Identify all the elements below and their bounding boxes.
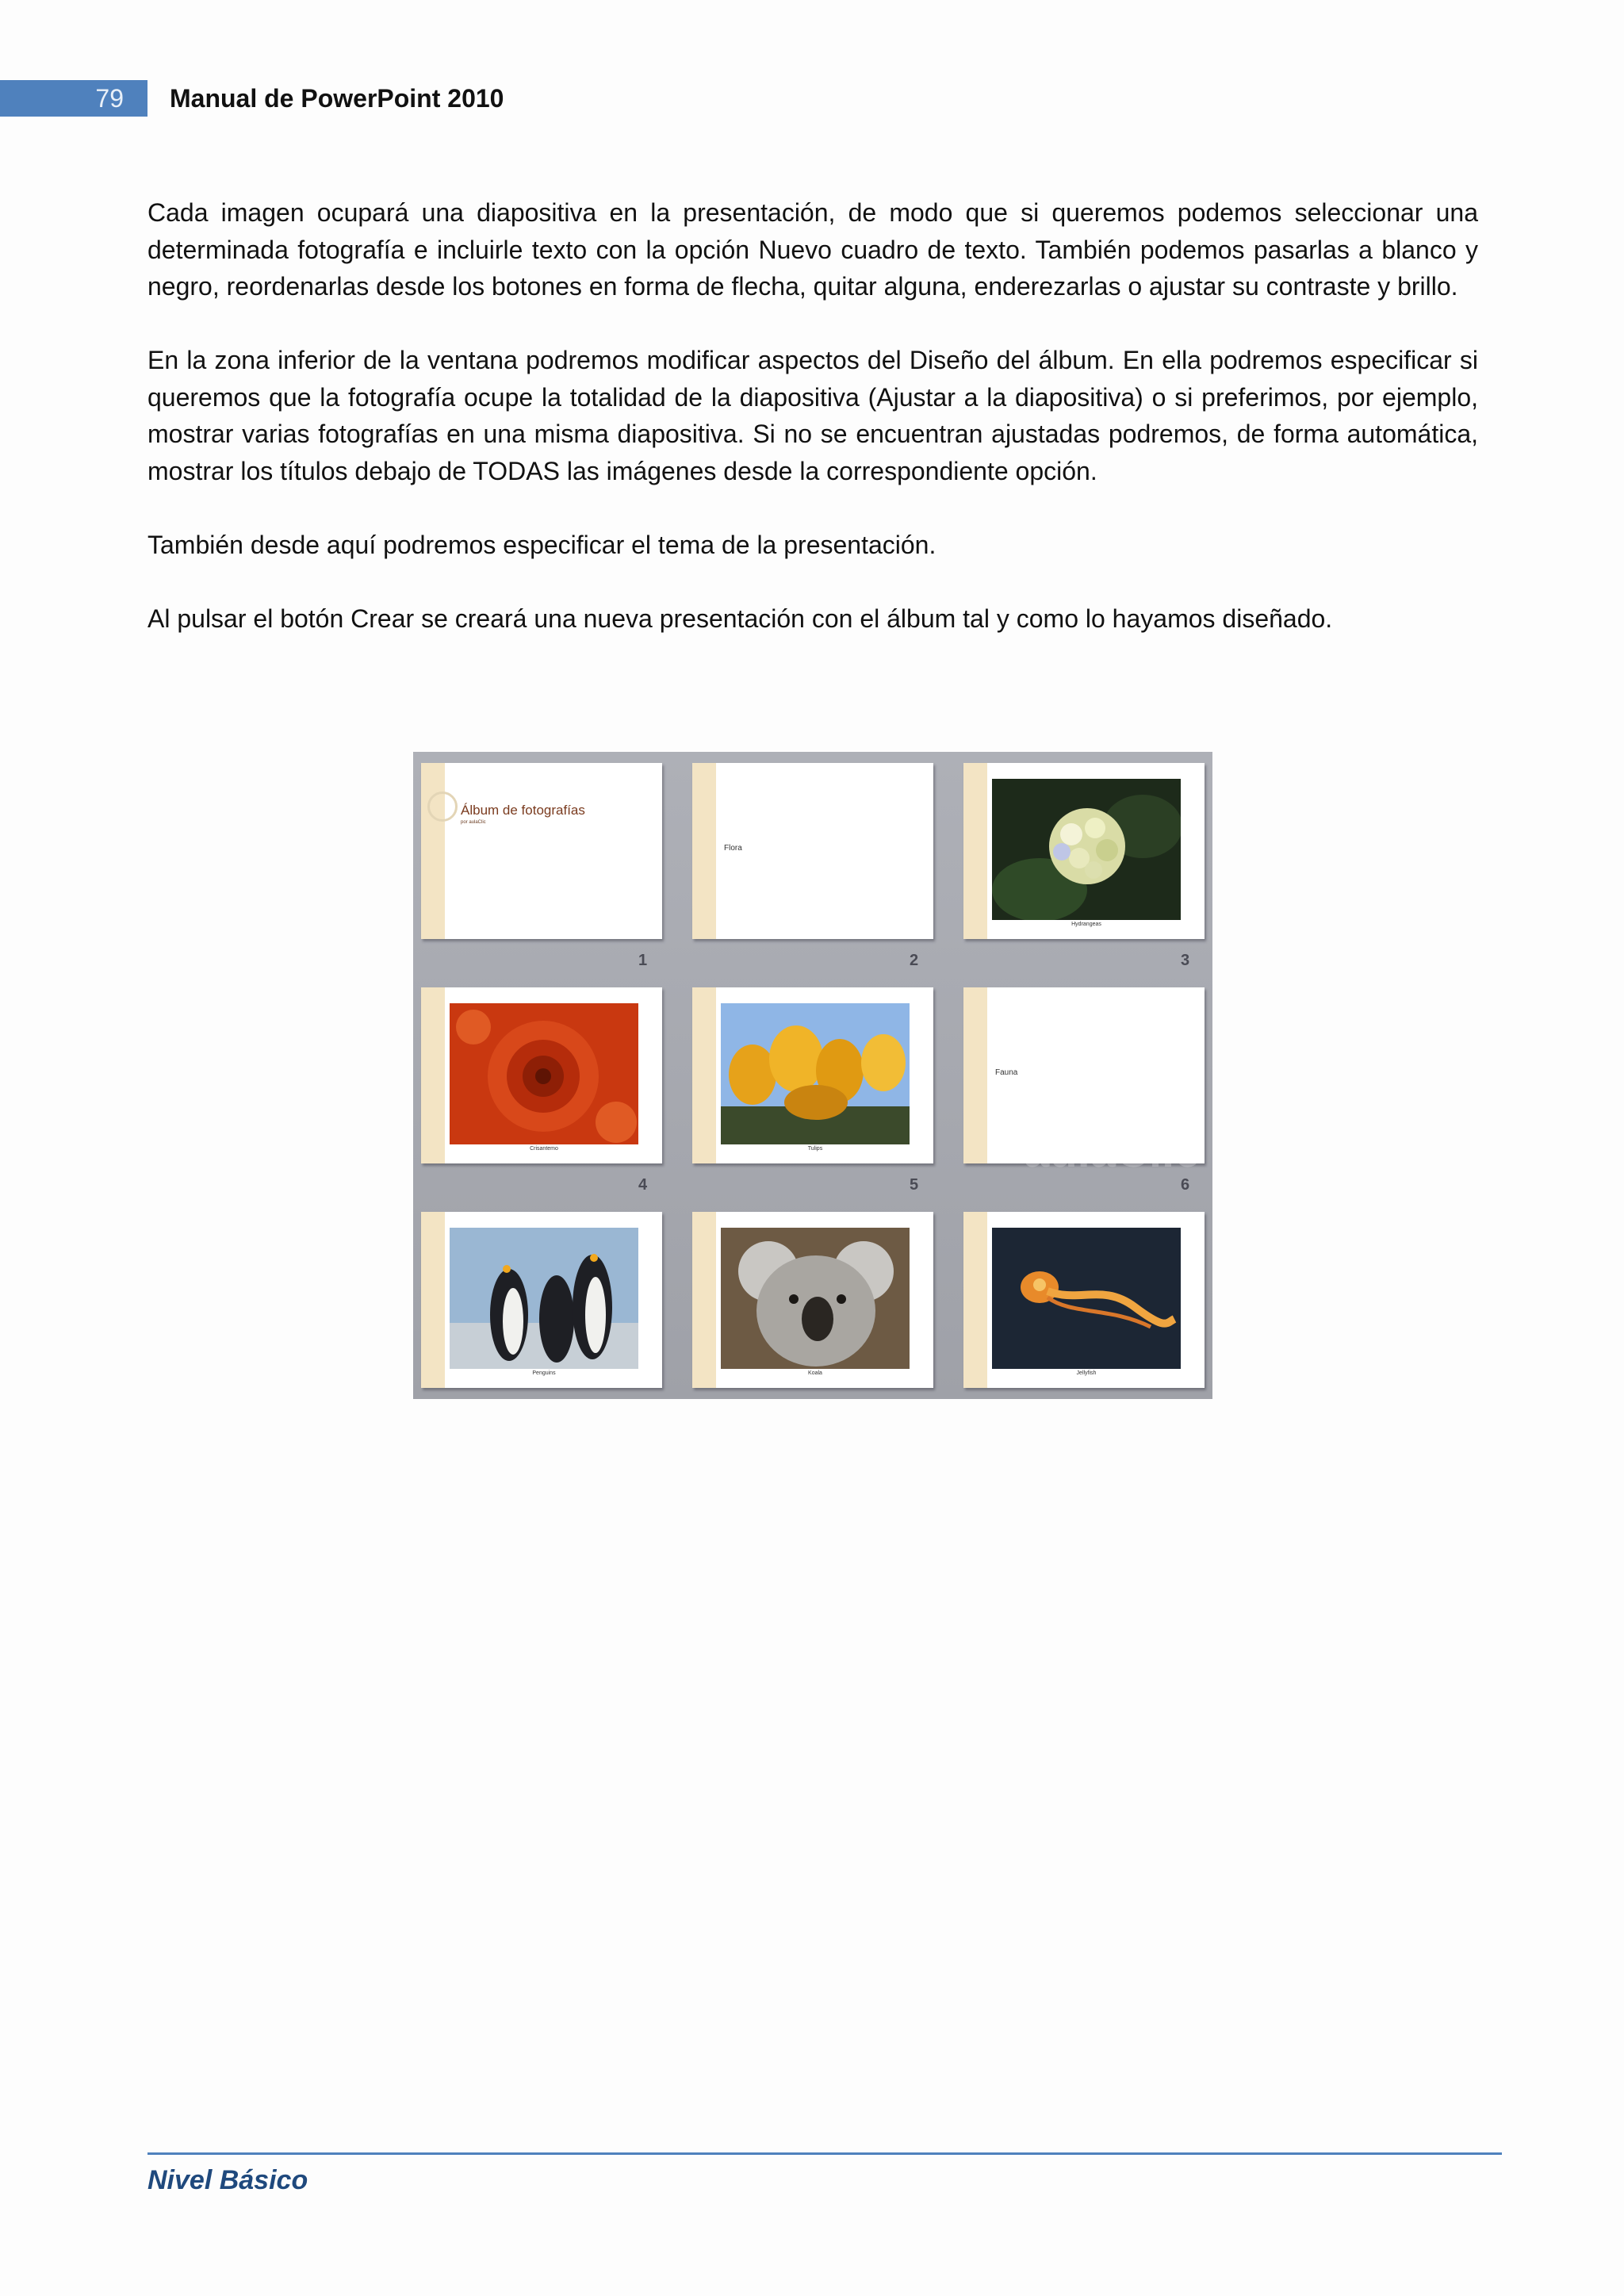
slide-band [421, 763, 445, 939]
slide-thumbnail [963, 763, 1205, 939]
penguins-photo [450, 1228, 638, 1369]
slide-number: 3 [1181, 952, 1190, 969]
title-ornament [427, 792, 458, 822]
slide-band [963, 763, 987, 939]
slide-band [692, 1212, 716, 1388]
slide-number: 1 [638, 952, 648, 969]
slide-thumbnail [963, 1212, 1205, 1388]
slide-band [963, 1212, 987, 1388]
body-text [147, 194, 1478, 674]
slide-thumbnail [692, 987, 933, 1163]
photo-caption: Penguins [532, 1370, 556, 1376]
slide-thumbnail [421, 1212, 662, 1388]
page-header [0, 80, 1624, 117]
tulips-photo [721, 1003, 910, 1144]
slide-number: 5 [910, 1176, 919, 1194]
slide-number: 6 [1181, 1176, 1190, 1194]
slide-band [421, 1212, 445, 1388]
paragraph: En la zona inferior de la ventana podremos modificar aspectos del Diseño del álbum. En ella podremos especificar si queremos que la fotografía ocupe la totalidad de la diapositiva (Ajustar a la diapositiva) o si preferimos, por ejemplo, mostrar varias fotografías en una misma diapositiva. Si no se encuentran ajustadas podremos, de forma automática, mostrar los títulos debajo de TODAS las imágenes desde la correspondiente opción. [147, 346, 1478, 485]
document-title: Manual de PowerPoint 2010 [170, 84, 504, 113]
slide-band [692, 987, 716, 1163]
paragraph: Al pulsar el botón Crear se creará una nueva presentación con el álbum tal y como lo hayamos diseñado. [147, 604, 1333, 633]
album-title: Álbum de fotografías [461, 803, 585, 818]
footer-divider [147, 2152, 1502, 2155]
chrysanthemum-photo [450, 1003, 638, 1144]
jellyfish-photo [992, 1228, 1181, 1369]
section-title: Flora [724, 844, 742, 853]
slide-thumbnail [421, 987, 662, 1163]
slide-band [421, 987, 445, 1163]
photo-caption: Koala [808, 1370, 822, 1376]
hydrangea-photo [992, 779, 1181, 920]
slide-thumbnail [692, 1212, 933, 1388]
slide-number: 4 [638, 1176, 648, 1194]
paragraph: Cada imagen ocupará una diapositiva en la presentación, de modo que si queremos podemos seleccionar una determinada fotografía e incluirle texto con la opción Nuevo cuadro de texto. También podemos pasarlas a blanco y negro, reordenarlas desde los botones en forma de flecha, quitar alguna, enderezarlas o ajustar su contraste y brillo. [147, 198, 1478, 301]
koala-photo [721, 1228, 910, 1369]
section-title: Fauna [995, 1068, 1018, 1077]
slide-band [692, 763, 716, 939]
page-number: 79 [0, 80, 147, 117]
slide-number: 2 [910, 952, 919, 969]
album-subtitle: por aulaClic [461, 820, 486, 825]
photo-caption: Jellyfish [1076, 1370, 1097, 1376]
slide-band [963, 987, 987, 1163]
slide-sorter-figure [413, 752, 1212, 1399]
slide-thumbnail [692, 763, 933, 939]
photo-caption: Tulips [807, 1146, 823, 1152]
photo-caption: Hydrangeas [1071, 922, 1101, 927]
photo-caption: Crisantemo [530, 1146, 558, 1152]
footer-level: Nivel Básico [147, 2165, 308, 2195]
slide-thumbnail [421, 763, 662, 939]
paragraph: También desde aquí podremos especificar el tema de la presentación. [147, 530, 936, 559]
watermark: aulaClic [1024, 1125, 1201, 1177]
